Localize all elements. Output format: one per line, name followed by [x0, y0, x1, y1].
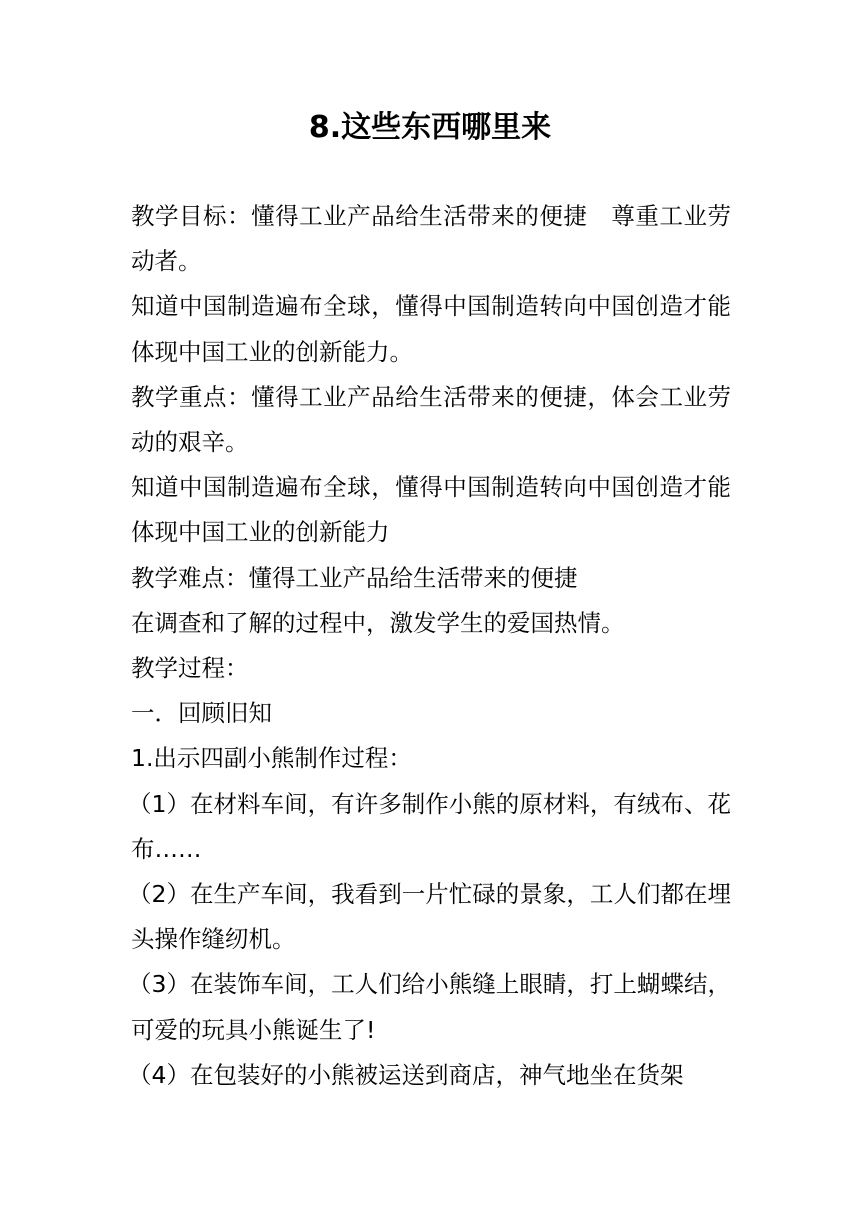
objective-detail-paragraph: 知道中国制造遍布全球，懂得中国制造转向中国创造才能体现中国工业的创新能力。 — [131, 292, 731, 366]
step-item-4: （4）在包装好的小熊被运送到商店，神气地坐在货架 — [128, 1060, 684, 1089]
step-item-1: （1）在材料车间，有许多制作小熊的原材料，有绒布、花布…… — [128, 789, 731, 863]
step-item-2: （2）在生产车间，我看到一片忙碌的景象，工人们都在埋头操作缝纫机。 — [128, 880, 731, 954]
document-title: 8.这些东西哪里来 — [308, 110, 552, 145]
difficulty-paragraph: 教学难点：懂得工业产品给生活带来的便捷 — [131, 563, 578, 592]
step-item-3: （3）在装饰车间，工人们给小熊缝上眼睛，打上蝴蝶结，可爱的玩具小熊诞生了! — [128, 970, 731, 1044]
step-heading: 1.出示四副小熊制作过程： — [131, 744, 412, 773]
document-body — [128, 194, 731, 1098]
key-point-detail-paragraph: 知道中国制造遍布全球，懂得中国制造转向中国创造才能体现中国工业的创新能力 — [131, 473, 731, 547]
difficulty-detail-paragraph: 在调查和了解的过程中，激发学生的爱国热情。 — [131, 608, 625, 637]
key-point-paragraph: 教学重点：懂得工业产品给生活带来的便捷，体会工业劳动的艰辛。 — [131, 382, 731, 457]
section-heading-review: 一．回顾旧知 — [131, 699, 272, 728]
process-heading: 教学过程： — [131, 654, 249, 683]
objective-paragraph: 教学目标：懂得工业产品给生活带来的便捷 尊重工业劳动者。 — [131, 202, 731, 276]
